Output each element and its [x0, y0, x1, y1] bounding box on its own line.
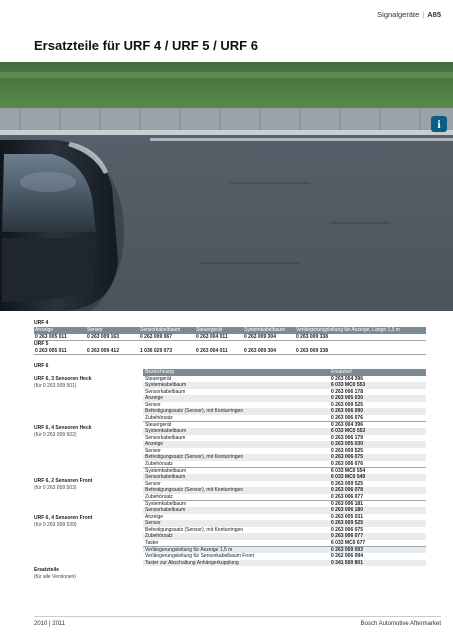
group-subtitle: (für 0 263 009 501) — [34, 383, 77, 389]
page-header — [377, 10, 441, 19]
part-number: 0 263 009 093 — [331, 546, 363, 553]
part-name: Zubehörsatz — [145, 460, 173, 467]
part-name: Sensorkabelbaum — [145, 474, 186, 481]
part-name: Befestigungssatz (Sensor), mit Konturringen — [145, 526, 244, 533]
part-name: Anzeige — [145, 441, 164, 448]
table-cell: 0 263 005 011 — [35, 347, 67, 354]
part-name: Systemkabelbaum — [145, 382, 187, 388]
table-row — [143, 461, 426, 468]
footer-brand: Bosch Automotive Aftermarket — [360, 621, 441, 627]
part-number: 0 263 006 180 — [331, 507, 363, 514]
group-subtitle: (für 0 263 009 539) — [34, 522, 77, 528]
part-name: Steuergerät — [145, 375, 172, 382]
table-cell: 1 036 029 073 — [140, 347, 172, 354]
group-title: URF 6, 3 Sensoren Heck — [34, 376, 92, 382]
part-name: Sensorkabelbaum — [145, 434, 186, 441]
part-name: Zubehörsatz — [145, 414, 173, 421]
part-number: 0 263 006 181 — [331, 500, 363, 507]
part-number: 0 263 006 075 — [331, 526, 363, 533]
row-divider — [34, 354, 426, 355]
part-number: 0 263 009 525 — [331, 447, 363, 454]
col-systemkabelbaum: Systemkabelbaum — [244, 327, 286, 333]
part-name: Befestigungssatz (Sensor), mit Konturringen — [145, 454, 244, 461]
table-cell: 0 263 005 011 — [35, 333, 67, 340]
part-number: 0 263 006 179 — [331, 434, 363, 441]
part-number: 0 263 005 030 — [331, 395, 363, 401]
part-name: Systemkabelbaum — [145, 467, 187, 474]
urf45-table — [34, 320, 426, 355]
part-name: Sensorkabelbaum — [145, 507, 186, 514]
urf4-row — [34, 334, 426, 341]
urf6-group — [34, 515, 92, 529]
part-number: 0 263 006 078 — [331, 487, 363, 494]
urf6-group — [34, 425, 92, 439]
part-name: Anzeige — [145, 513, 164, 520]
part-number: 0 263 006 076 — [331, 414, 363, 421]
part-name: Verlängerungsleitung für Anzeige 1,5 m — [145, 546, 233, 553]
table-cell: 0 263 004 011 — [196, 347, 228, 354]
col-ersatzteil: Ersatzteil — [331, 369, 352, 375]
table-row — [143, 540, 426, 547]
part-number: 0 263 009 525 — [331, 480, 363, 487]
part-number: 0 263 005 031 — [331, 513, 363, 520]
part-name: Befestigungssatz (Sensor), mit Konturringen — [145, 487, 244, 494]
table-cell: 0 263 004 011 — [196, 333, 228, 340]
part-name: Steuergerät — [145, 421, 172, 428]
table-cell: 0 263 009 163 — [87, 333, 119, 340]
urf6-group — [34, 567, 76, 581]
table-row — [143, 415, 426, 422]
group-title: URF 6, 4 Sensoren Heck — [34, 425, 92, 431]
part-number: 0 263 004 396 — [331, 375, 363, 382]
part-number: 0 263 006 178 — [331, 388, 363, 395]
urf5-label: URF 5 — [34, 340, 49, 347]
urf6-group — [34, 478, 92, 492]
part-name: Taster — [145, 539, 159, 546]
urf5-row — [34, 348, 426, 355]
group-title: Ersatzteile — [34, 567, 60, 573]
group-subtitle: (für 0 263 009 503) — [34, 485, 77, 491]
table-cell: 0 263 009 067 — [140, 333, 172, 340]
col-sensor: Sensor — [87, 327, 103, 333]
car-photo-illustration — [0, 62, 453, 311]
part-name: Anzeige — [145, 395, 164, 401]
part-number: 0 263 005 030 — [331, 441, 363, 448]
part-name: Verlängerungsleitung für Sensorkabelbaum Front — [145, 553, 254, 560]
part-name: Zubehörsatz — [145, 533, 173, 540]
group-title: URF 6, 2 Sensoren Front — [34, 478, 93, 484]
part-name: Zubehörsatz — [145, 493, 173, 500]
part-number: 0 341 500 801 — [331, 559, 363, 566]
urf6-parts-table — [143, 369, 426, 566]
urf6-group — [34, 376, 92, 390]
section-name: Signalgeräte — [377, 10, 420, 19]
page-number: A85 — [427, 10, 441, 19]
table-row — [143, 560, 426, 567]
part-number: 0 263 006 075 — [331, 454, 363, 461]
part-number: 0 263 006 077 — [331, 493, 363, 500]
part-name: Sensor — [145, 480, 161, 487]
part-name: Sensorkabelbaum — [145, 388, 186, 395]
part-number: 6 033 MC0 553 — [331, 382, 366, 388]
table-row — [143, 494, 426, 501]
parking-car-photo — [0, 62, 453, 311]
group-subtitle: (für 0 263 009 502) — [34, 432, 77, 438]
footer-years: 2010 | 2011 — [34, 621, 66, 627]
part-number: 6 033 MC0 553 — [331, 428, 366, 435]
header-separator: | — [422, 10, 425, 19]
part-name: Systemkabelbaum — [145, 428, 187, 435]
part-number: 0 263 009 525 — [331, 520, 363, 527]
col-sensorkabelbaum: Sensorkabelbaum — [140, 327, 181, 333]
urf6-rows — [143, 376, 426, 567]
part-number: 6 033 MC0 549 — [331, 474, 366, 481]
table-cell: 0 263 009 338 — [296, 347, 328, 354]
col-anzeige: Anzeige — [35, 327, 54, 333]
group-title: URF 6, 4 Sensoren Front — [34, 515, 93, 521]
part-number: 0 262 006 094 — [331, 553, 363, 560]
part-number: 6 033 MC0 554 — [331, 467, 366, 474]
col-steuergeraet: Steuergerät — [196, 327, 223, 333]
col-bezeichnung: Bezeichnung — [145, 369, 174, 375]
urf6-label: URF 6 — [34, 363, 49, 369]
part-name: Sensor — [145, 447, 161, 454]
table-cell: 0 263 009 304 — [244, 347, 276, 354]
part-name: Systemkabelbaum — [145, 500, 187, 507]
part-number: 0 263 009 525 — [331, 401, 363, 408]
part-number: 0 263 006 077 — [331, 533, 363, 540]
table-cell: 0 263 009 412 — [87, 347, 119, 354]
part-number: 0 263 006 090 — [331, 408, 363, 414]
group-subtitle: (für alle Versionen) — [34, 574, 76, 580]
table-cell: 0 263 009 338 — [296, 333, 328, 340]
part-name: Befestigungssatz (Sensor), mit Konturringen — [145, 408, 244, 414]
part-number: 0 263 006 076 — [331, 460, 363, 467]
info-icon[interactable]: i — [431, 116, 447, 132]
col-verlaengerung: Verlängerungsleitung für Anzeige, Länge 1,5 m — [296, 327, 400, 333]
part-name: Taster zur Abschaltung Anhängerkupplung — [145, 559, 239, 566]
urf4-label: URF 4 — [34, 320, 49, 326]
part-number: 6 033 MC0 677 — [331, 539, 366, 546]
table-cell: 0 263 009 304 — [244, 333, 276, 340]
part-number: 0 263 004 396 — [331, 421, 363, 428]
part-name: Sensor — [145, 520, 161, 527]
part-name: Sensor — [145, 401, 161, 408]
page-title: Ersatzteile für URF 4 / URF 5 / URF 6 — [34, 38, 258, 53]
footer-divider — [34, 616, 441, 617]
